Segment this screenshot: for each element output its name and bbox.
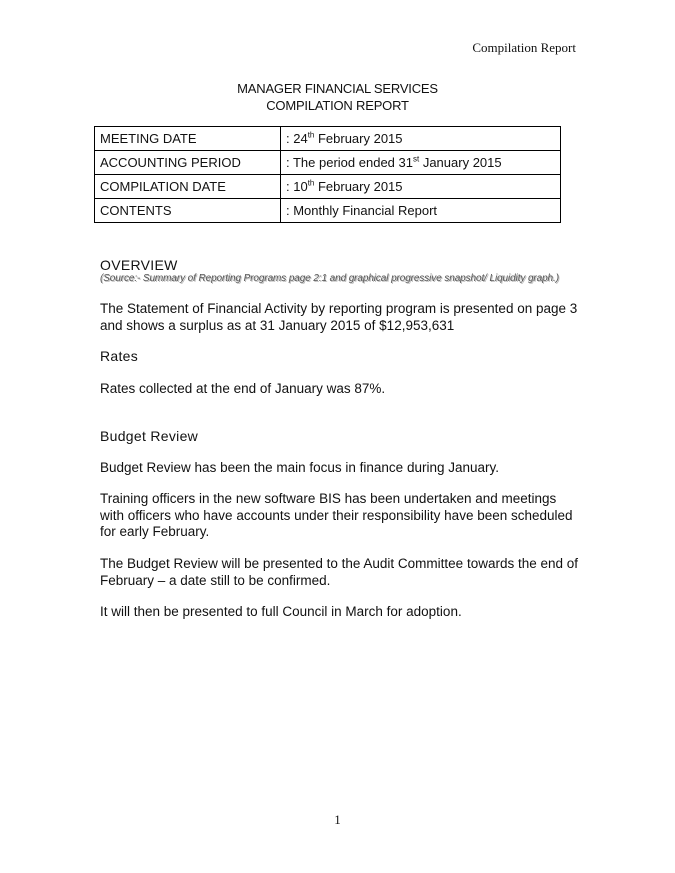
overview-heading: OVERVIEW <box>100 257 178 273</box>
meeting-info-table <box>94 126 561 223</box>
meeting-date-value <box>281 127 561 151</box>
overview-paragraph: The Statement of Financial Activity by reporting program is presented on page 3 and shows a surplus as at 31 January 2015 of $12,953,631 <box>100 301 578 333</box>
table-row <box>95 151 561 175</box>
value-text: : 24 <box>286 131 308 146</box>
rates-heading: Rates <box>100 348 139 364</box>
budget-review-paragraph-2: Training officers in the new software BIS has been undertaken and meetings with officers who have accounts under their responsibility have been scheduled for early February. <box>100 491 573 539</box>
table-row <box>95 127 561 151</box>
value-text: February 2015 <box>314 179 403 194</box>
page-number: 1 <box>334 812 341 827</box>
compilation-date-label: COMPILATION DATE <box>95 175 281 199</box>
ordinal-suffix: th <box>307 130 315 140</box>
value-text: : The period ended 31 <box>286 155 413 170</box>
value-text: February 2015 <box>314 131 403 146</box>
contents-label: CONTENTS <box>95 199 281 223</box>
overview-source-note: (Source:- Summary of Reporting Programs page 2:1 and graphical progressive snapshot/ Liquidity graph.) <box>100 273 559 284</box>
ordinal-suffix: th <box>307 178 315 188</box>
value-text: : 10 <box>286 179 308 194</box>
table-row <box>95 175 561 199</box>
rates-paragraph: Rates collected at the end of January was 87%. <box>100 381 386 396</box>
compilation-date-value <box>281 175 561 199</box>
value-text: January 2015 <box>419 155 502 170</box>
report-title-line-2: COMPILATION REPORT <box>266 98 409 113</box>
budget-review-heading: Budget Review <box>100 428 199 444</box>
value-text: : Monthly Financial Report <box>286 203 438 218</box>
report-title-line-1: MANAGER FINANCIAL SERVICES <box>237 81 438 96</box>
running-header: Compilation Report <box>472 40 576 55</box>
ordinal-suffix: st <box>412 154 420 164</box>
table-row <box>95 199 561 223</box>
accounting-period-value <box>281 151 561 175</box>
budget-review-paragraph-4: It will then be presented to full Council in March for adoption. <box>100 604 462 619</box>
accounting-period-label: ACCOUNTING PERIOD <box>95 151 281 175</box>
budget-review-paragraph-1: Budget Review has been the main focus in finance during January. <box>100 460 499 475</box>
meeting-date-label: MEETING DATE <box>95 127 281 151</box>
budget-review-paragraph-3: The Budget Review will be presented to the Audit Committee towards the end of February – a date still to be confirmed. <box>100 556 579 588</box>
report-title <box>0 80 675 114</box>
contents-value <box>281 199 561 223</box>
